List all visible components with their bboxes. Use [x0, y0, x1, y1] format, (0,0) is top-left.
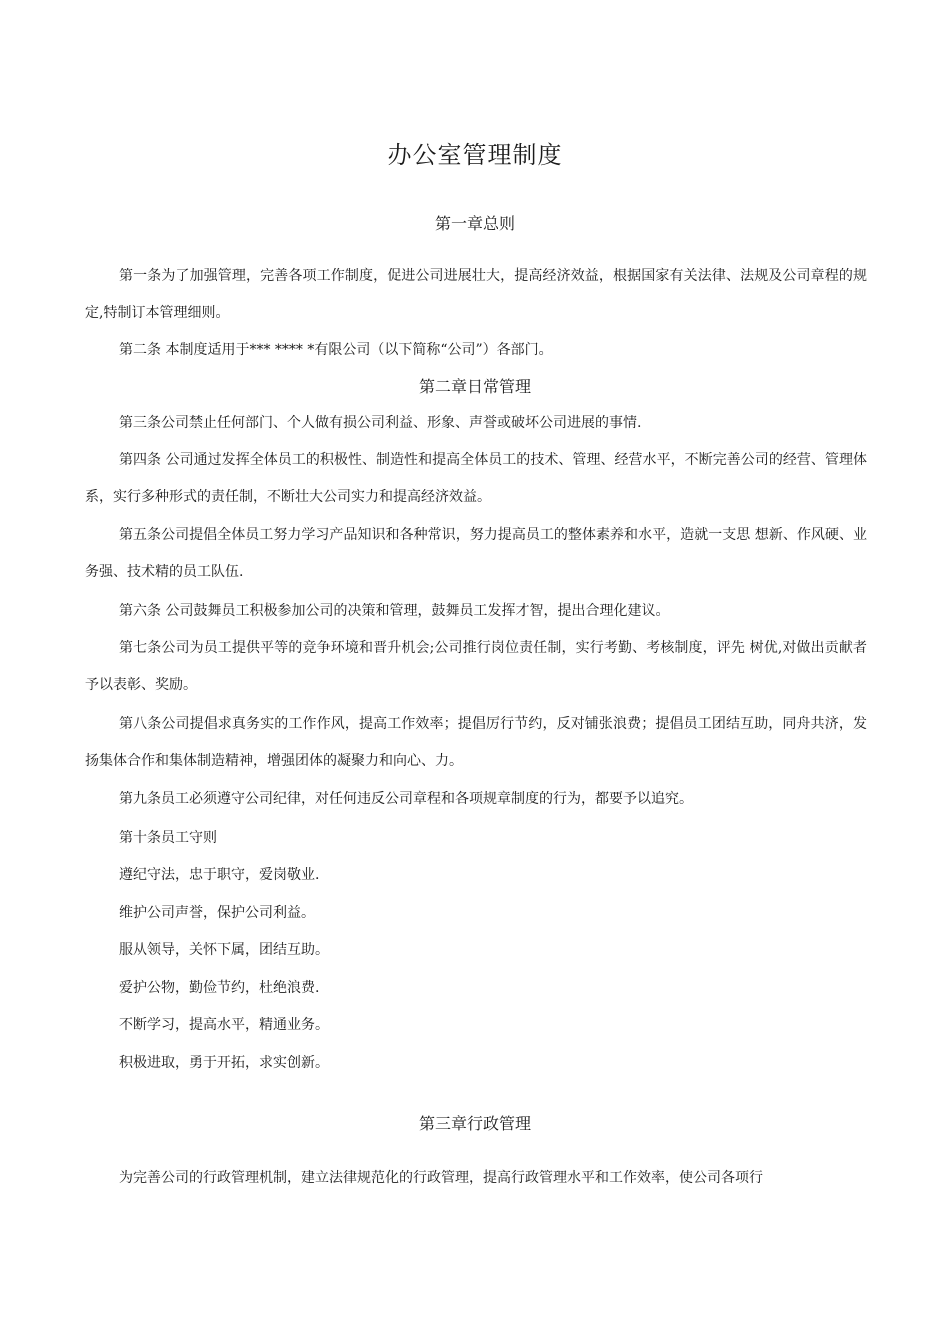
rule-item: 不断学习，提高水平，精通业务。: [119, 1017, 329, 1033]
article-7: 第七条公司为员工提供平等的竞争环境和晋升机会;公司推行岗位责任制，实行考勤、考核制度，评先 树优,对做出贡献者予以表彰、奖励。: [85, 640, 867, 693]
rule-item: 积极进取，勇于开拓，求实创新。: [119, 1055, 329, 1071]
rule-item: 服从领导，关怀下属，团结互助。: [119, 942, 329, 958]
document-title: 办公室管理制度: [387, 141, 563, 169]
article-1: 第一条为了加强管理，完善各项工作制度，促进公司进展壮大，提高经济效益，根据国家有关法律、法规及公司章程的规定,特制订本管理细则。: [85, 268, 867, 321]
rule-item: 爱护公物，勤俭节约，杜绝浪费.: [119, 980, 320, 996]
article-4: 第四条 公司通过发挥全体员工的积极性、制造性和提高全体员工的技术、管理、经营水平，不断完善公司的经营、管理体系，实行多种形式的责任制，不断壮大公司实力和提高经济效益。: [85, 452, 867, 505]
article-8: 第八条公司提倡求真务实的工作作风，提高工作效率；提倡厉行节约，反对铺张浪费；提倡员工团结互助，同舟共济，发扬集体合作和集体制造精神，增强团体的凝聚力和向心、力。: [85, 716, 867, 769]
chapter-1-heading: 第一章总则: [434, 214, 515, 233]
article-6: 第六条 公司鼓舞员工积极参加公司的决策和管理，鼓舞员工发挥才智，提出合理化建议。: [119, 603, 670, 619]
article-10: 第十条员工守则: [119, 830, 217, 846]
chapter-3-heading: 第三章行政管理: [418, 1114, 531, 1133]
chapter-3-intro: 为完善公司的行政管理机制，建立法律规范化的行政管理，提高行政管理水平和工作效率，使公司各项行: [119, 1170, 763, 1186]
article-5: 第五条公司提倡全体员工努力学习产品知识和各种常识，努力提高员工的整体素养和水平，造就一支思 想新、作风硬、业务强、技术精的员工队伍.: [85, 527, 867, 580]
chapter-2-heading: 第二章日常管理: [418, 377, 531, 396]
rule-item: 维护公司声誉，保护公司利益。: [119, 905, 315, 921]
rule-item: 遵纪守法，忠于职守，爱岗敬业.: [119, 867, 320, 883]
article-9: 第九条员工必须遵守公司纪律，对任何违反公司章程和各项规章制度的行为，都要予以追究。: [119, 791, 693, 807]
article-3: 第三条公司禁止任何部门、个人做有损公司利益、形象、声誉或破坏公司进展的事情.: [119, 415, 642, 431]
article-2: 第二条 本制度适用于*** **** *有限公司（以下简称“公司”）各部门。: [119, 342, 553, 358]
